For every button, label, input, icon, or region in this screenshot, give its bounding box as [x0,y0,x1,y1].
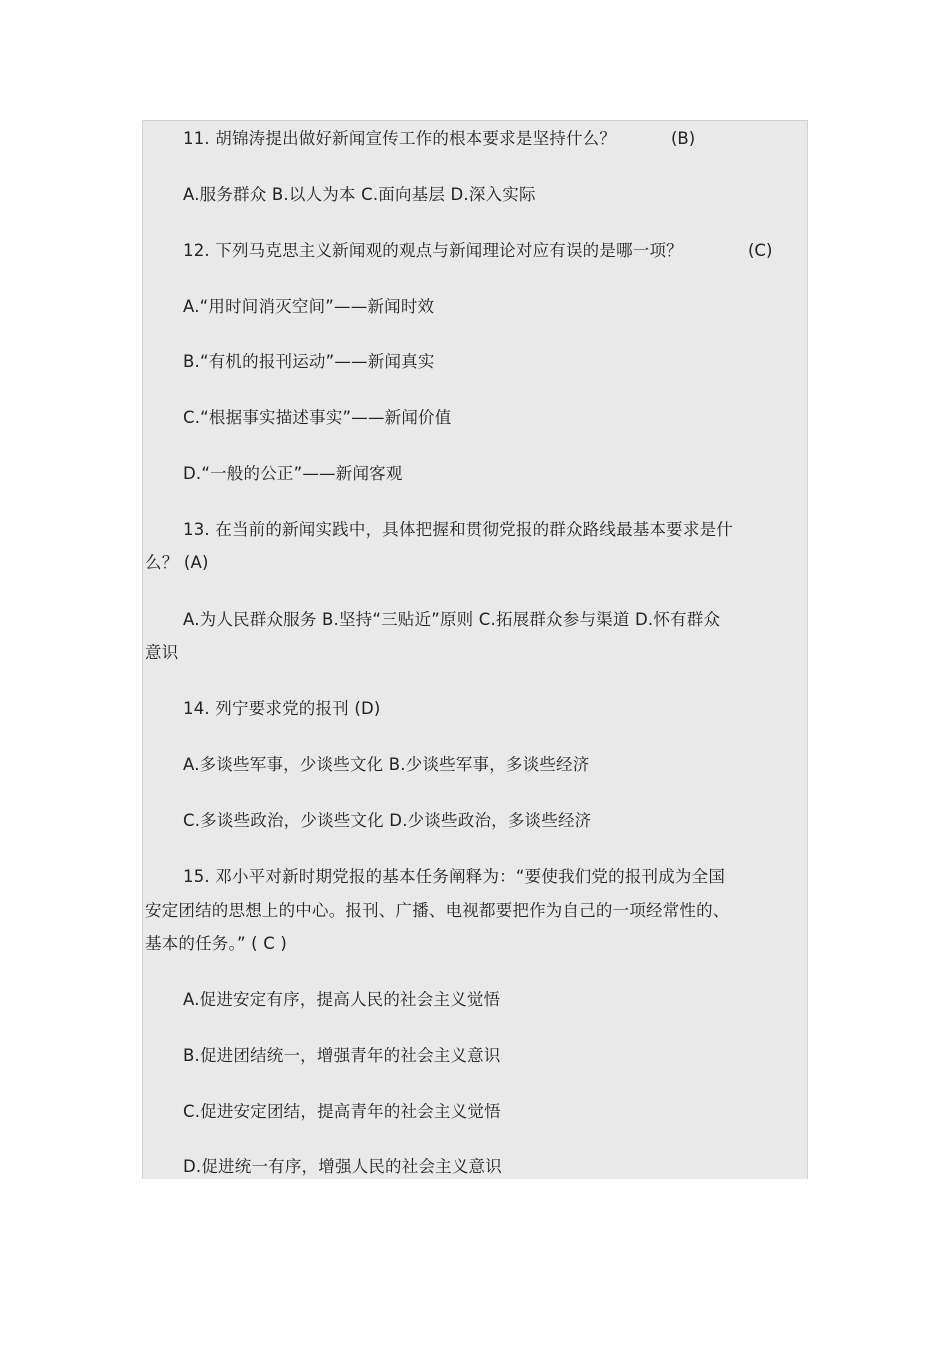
answer-12: (C) [748,241,773,260]
option-12-b: B.“有机的报刊运动”——新闻真实 [183,352,435,371]
question-15-line-1: 15. 邓小平对新时期党报的基本任务阐释为：“要使我们党的报刊成为全国 [183,867,726,886]
option-12-a: A.“用时间消灭空间”——新闻时效 [183,297,435,316]
options-11: A.服务群众 B.以人为本 C.面向基层 D.深入实际 [183,185,536,204]
question-15-line-2: 安定团结的思想上的中心。报刊、广播、电视都要把作为自己的一项经常性的、 [145,901,730,920]
options-14-cd: C.多谈些政治，少谈些文化 D.少谈些政治，多谈些经济 [183,811,592,830]
option-15-d: D.促进统一有序，增强人民的社会主义意识 [183,1157,502,1176]
options-14-ab: A.多谈些军事，少谈些文化 B.少谈些军事，多谈些经济 [183,755,590,774]
option-15-a: A.促进安定有序，提高人民的社会主义觉悟 [183,990,501,1009]
option-12-c: C.“根据事实描述事实”——新闻价值 [183,408,452,427]
question-11: 11. 胡锦涛提出做好新闻宣传工作的根本要求是坚持什么？ [183,129,617,148]
question-13-line-1: 13. 在当前的新闻实践中，具体把握和贯彻党报的群众路线最基本要求是什 [183,520,733,539]
document-panel [142,120,808,1179]
options-13-line-1: A.为人民群众服务 B.坚持“三贴近”原则 C.拓展群众参与渠道 D.怀有群众 [183,610,721,629]
option-15-c: C.促进安定团结，提高青年的社会主义觉悟 [183,1102,501,1121]
question-13-line-2: 么？ (A) [145,553,209,572]
question-14: 14. 列宁要求党的报刊 (D) [183,699,381,718]
answer-11: (B) [671,129,696,148]
option-15-b: B.促进团结统一，增强青年的社会主义意识 [183,1046,501,1065]
question-12: 12. 下列马克思主义新闻观的观点与新闻理论对应有误的是哪一项？ [183,241,683,260]
options-13-line-2: 意识 [145,643,179,662]
option-12-d: D.“一般的公正”——新闻客观 [183,464,403,483]
question-15-line-3: 基本的任务。” ( C ) [145,934,288,953]
